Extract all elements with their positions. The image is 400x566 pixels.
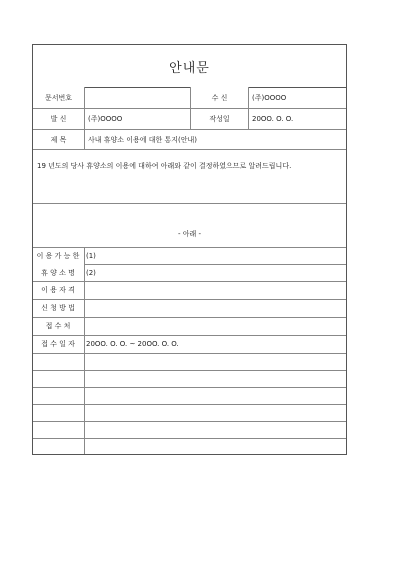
recipient-value: (주)OOOO [249,87,346,109]
available-resort-value-2: (2) [86,268,96,277]
doc-no-label: 문서번호 [33,87,85,109]
grid-line [33,404,346,405]
separator-text: - 아래 - [177,230,202,238]
section-divider [33,203,346,204]
reception-date-label: 접 수 일 자 [41,340,75,348]
available-resort-label-1: 이 용 가 능 한 [36,251,80,260]
sender-label: 발 신 [33,109,85,130]
subject-label: 제 목 [33,130,85,150]
grid-line [33,421,346,422]
grid-line [33,438,346,439]
reception-date-value: 20OO. O. O. ~ 20OO. O. O. [86,340,179,348]
date-value: 20OO. O. O. [249,109,346,130]
available-resort-value-1: (1) [86,251,96,260]
grid-line [33,387,346,388]
application-method-value [85,299,86,317]
grid-line [33,370,346,371]
eligibility-label: 이 용 자 격 [41,286,75,294]
grid-line [33,353,346,354]
reception-office-label: 접 수 처 [45,322,71,330]
reception-office-value [85,317,86,335]
subject-value: 사내 휴양소 이용에 대한 통지(안내) [85,130,346,150]
available-resort-label-2: 휴 양 소 명 [41,268,75,277]
sender-value: (주)OOOO [85,109,191,130]
date-label: 작성일 [191,109,249,130]
recipient-label: 수 신 [191,87,249,109]
form-title: 안내문 [33,45,346,88]
notice-form [32,44,347,455]
doc-no-value [85,87,191,109]
grid-line [85,264,346,265]
eligibility-value [85,281,86,299]
application-method-label: 신 청 방 법 [41,304,75,312]
notice-text: 19 년도의 당사 휴양소의 이용에 대하여 아래와 같이 결정하였으므로 알려드립니다. [37,162,292,170]
